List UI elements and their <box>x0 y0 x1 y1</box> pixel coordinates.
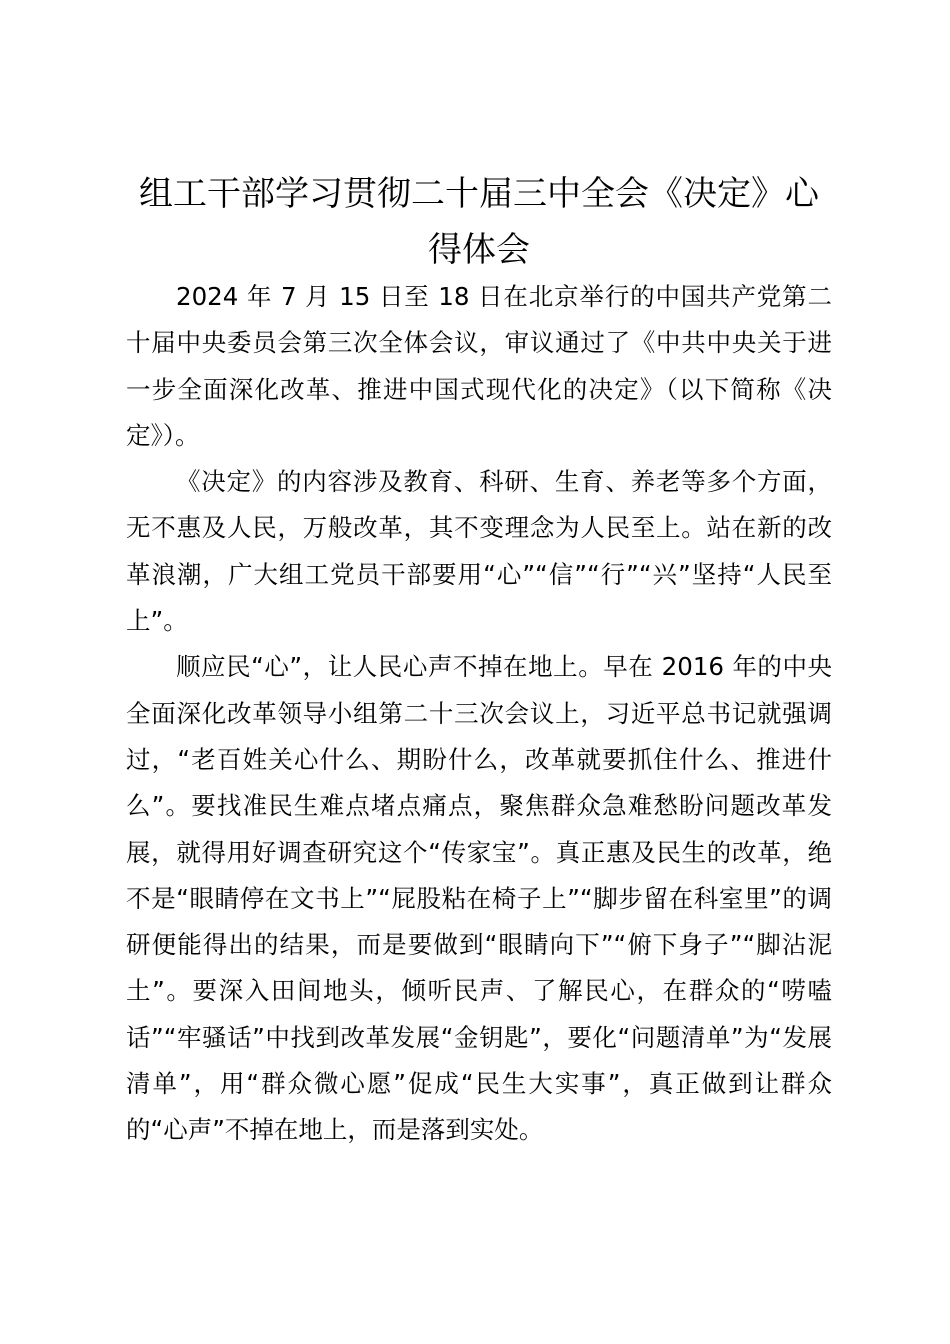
paragraph-1: 2024 年 7 月 15 日至 18 日在北京举行的中国共产党第二十届中央委员会第三次全体会议，审议通过了《中共中央关于进一步全面深化改革、推进中国式现代化的决定》（以下简称《决定》）。 <box>126 282 832 450</box>
document-body <box>126 274 832 1154</box>
paragraph-2: 《决定》的内容涉及教育、科研、生育、养老等多个方面，无不惠及人民，万般改革，其不变理念为人民至上。站在新的改革浪潮，广大组工党员干部要用“心”“信”“行”“兴”坚持“人民至上”。 <box>126 467 832 636</box>
paragraph-3: 顺应民“心”，让人民心声不掉在地上。早在 2016 年的中央全面深化改革领导小组第二十三次会议上，习近平总书记就强调过，“老百姓关心什么、期盼什么，改革就要抓住什么、推进什么”。要找准民生难点堵点痛点，聚焦群众急难愁盼问题改革发展，就得用好调查研究这个“传家宝”。真正惠及民生的改革，绝不是“眼睛停在文书上”“屁股粘在椅子上”“脚步留在科室里”的调研便能得出的结果，而是要做到“眼睛向下”“俯下身子”“脚沾泥土”。要深入田间地头，倾听民声、了解民心，在群众的“唠嗑话”“牢骚话”中找到改革发展“金钥匙”，要化“问题清单”为“发展清单”，用“群众微心愿”促成“民生大实事”，真正做到让群众的“心声”不掉在地上，而是落到实处。 <box>126 652 832 1145</box>
document-title: 组工干部学习贯彻二十届三中全会《决定》心得体会 <box>139 174 819 270</box>
